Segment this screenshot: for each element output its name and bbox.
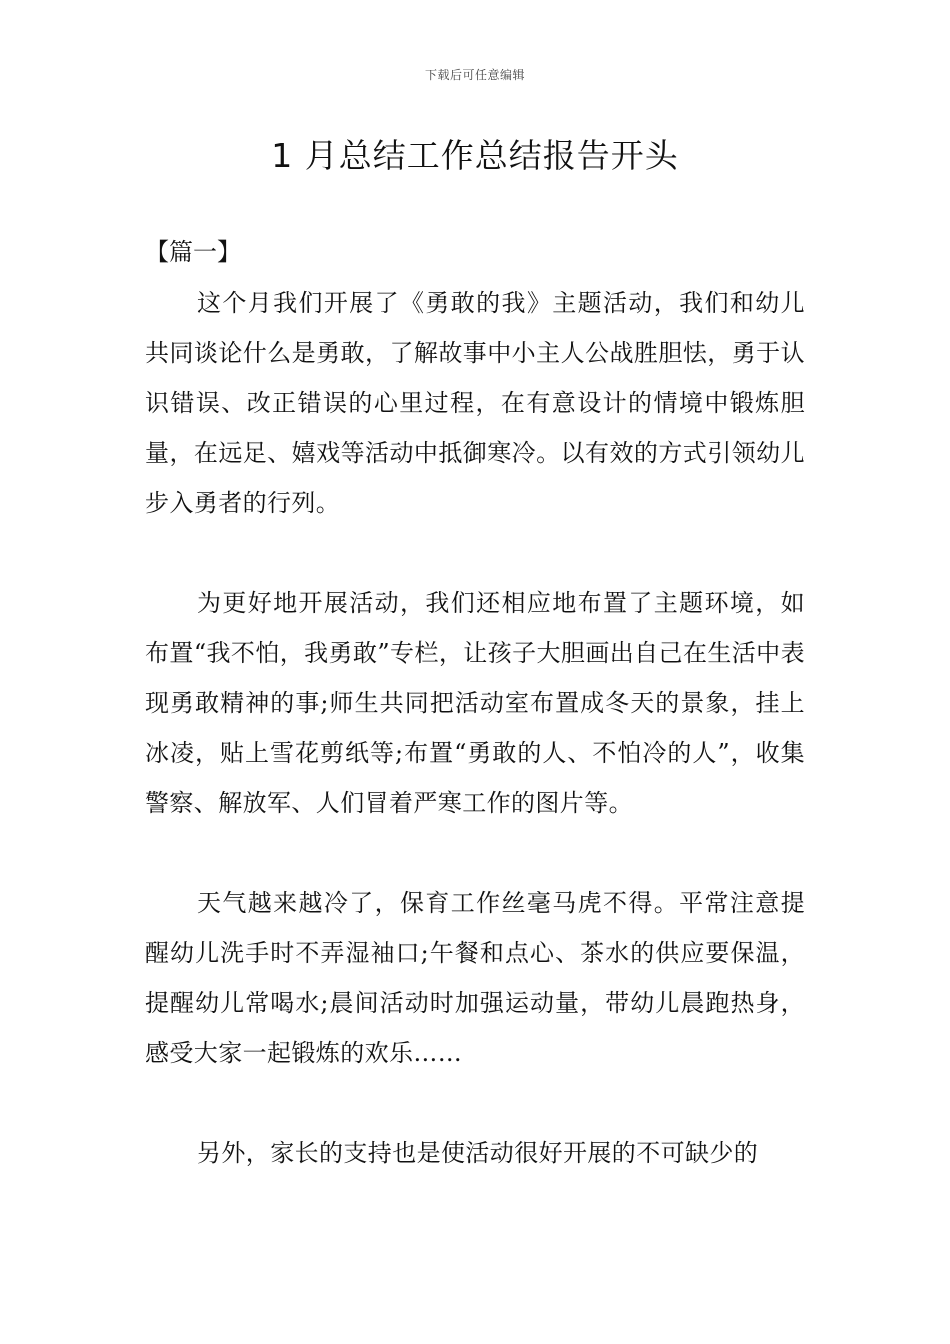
paragraph-4: 另外，家长的支持也是使活动很好开展的不可缺少的: [197, 1139, 759, 1167]
paragraph-2: 为更好地开展活动，我们还相应地布置了主题环境，如布置“我不怕，我勇敢”专栏，让孩子大胆画出自己在生活中表现勇敢精神的事;师生共同把活动室布置成冬天的景象，挂上冰凌，贴上雪花剪纸等;布置“勇敢的人、不怕冷的人”，收集警察、解放军、人们冒着严寒工作的图片等。: [145, 589, 805, 817]
header-note: 下载后可任意编辑: [424, 68, 525, 82]
page-title: 1 月总结工作总结报告开头: [271, 136, 679, 175]
document-body: [145, 278, 805, 1178]
paragraph-3: 天气越来越冷了，保育工作丝毫马虎不得。平常注意提醒幼儿洗手时不弄湿袖口;午餐和点心、茶水的供应要保温，提醒幼儿常喝水;晨间活动时加强运动量，带幼儿晨跑热身，感受大家一起锻炼的欢乐……: [145, 889, 805, 1067]
section-label: 【篇一】: [145, 238, 241, 266]
paragraph-1: 这个月我们开展了《勇敢的我》主题活动，我们和幼儿共同谈论什么是勇敢，了解故事中小主人公战胜胆怯，勇于认识错误、改正错误的心里过程，在有意设计的情境中锻炼胆量，在远足、嬉戏等活动中抵御寒冷。以有效的方式引领幼儿步入勇者的行列。: [145, 289, 805, 517]
